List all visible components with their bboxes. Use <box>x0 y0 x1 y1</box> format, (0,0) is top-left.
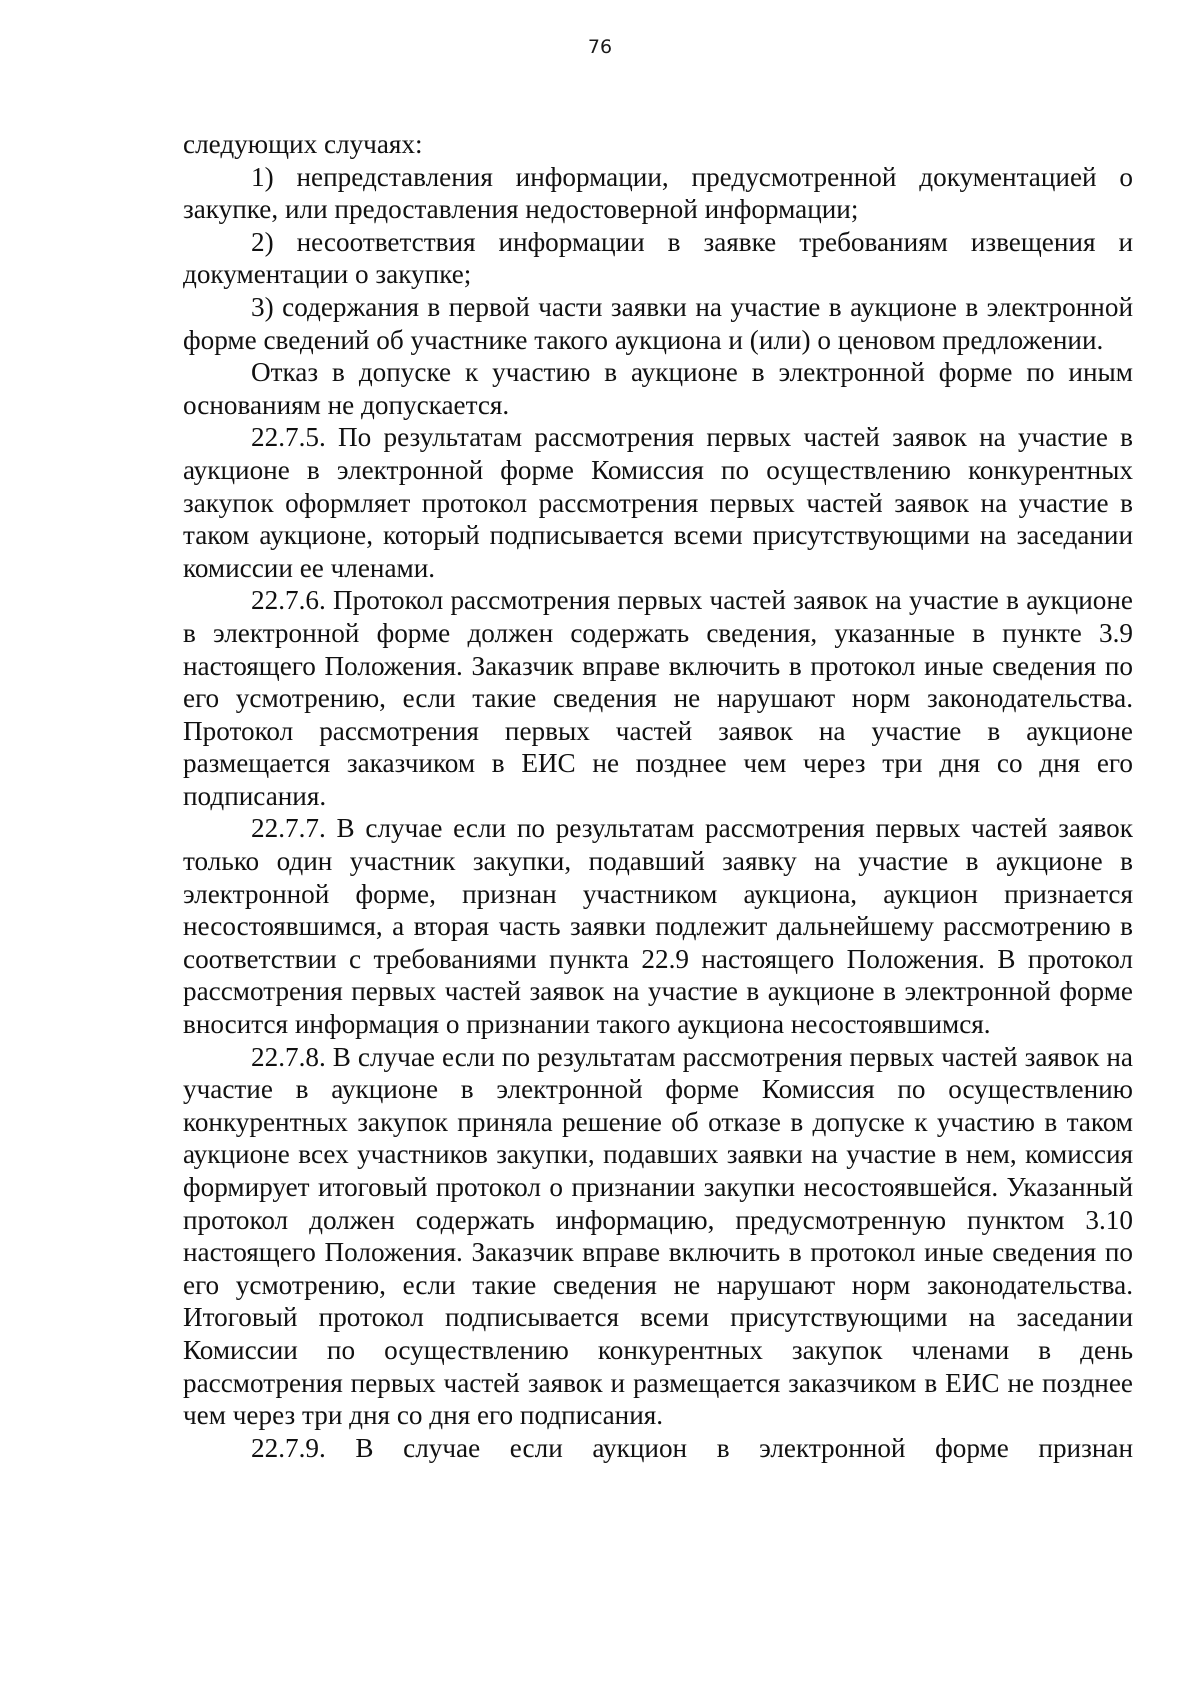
paragraph-22-7-5: 22.7.5. По результатам рассмотрения первых частей заявок на участие в аукционе в электронной форме Комиссия по осуществлению конкурентных закупок оформляет протокол рассмотрения первых частей заявок на участие в таком аукционе, который подписывается всеми присутствующими на заседании комиссии ее членами. <box>183 422 1133 583</box>
paragraph-22-7-7: 22.7.7. В случае если по результатам рассмотрения первых частей заявок только один участник закупки, подавший заявку на участие в аукционе в электронной форме, признан участником аукциона, аукцион признается несостоявшимся, а вторая часть заявки подлежит дальнейшему рассмотрению в соответствии с требованиями пункта 22.9 настоящего Положения. В протокол рассмотрения первых частей заявок на участие в аукционе в электронной форме вносится информация о признании такого аукциона несостоявшимся. <box>183 813 1133 1040</box>
paragraph-22-7-6: 22.7.6. Протокол рассмотрения первых частей заявок на участие в аукционе в электронной форме должен содержать сведения, указанные в пункте 3.9 настоящего Положения. Заказчик вправе включить в протокол иные сведения по его усмотрению, если такие сведения не нарушают норм законодательства. Протокол рассмотрения первых частей заявок на участие в аукционе размещается заказчиком в ЕИС не позднее чем через три дня со дня его подписания. <box>183 585 1133 811</box>
paragraph-item-1: 1) непредставления информации, предусмотренной документацией о закупке, или предоставления недостоверной информации; <box>183 161 1133 225</box>
page-number: 76 <box>587 36 613 58</box>
paragraph-22-7-9: 22.7.9. В случае если аукцион в электронной форме признан <box>251 1432 1133 1463</box>
document-body <box>183 128 1133 1464</box>
paragraph-22-7-8: 22.7.8. В случае если по результатам рассмотрения первых частей заявок на участие в аукционе в электронной форме Комиссия по осуществлению конкурентных закупок приняла решение об отказе в допуске к участию в таком аукционе всех участников закупки, подавших заявки на участие в нем, комиссия формирует итоговый протокол о признании закупки несостоявшейся. Указанный протокол должен содержать информацию, предусмотренную пунктом 3.10 настоящего Положения. Заказчик вправе включить в протокол иные сведения по его усмотрению, если такие сведения не нарушают норм законодательства. Итоговый протокол подписывается всеми присутствующими на заседании Комиссии по осуществлению конкурентных закупок членами в день рассмотрения первых частей заявок и размещается заказчиком в ЕИС не позднее чем через три дня со дня его подписания. <box>183 1041 1133 1431</box>
paragraph-item-3: 3) содержания в первой части заявки на участие в аукционе в электронной форме сведений об участнике такого аукциона и (или) о ценовом предложении. <box>183 291 1133 355</box>
paragraph-intro: следующих случаях: <box>183 129 423 159</box>
paragraph-item-2: 2) несоответствия информации в заявке требованиям извещения и документации о закупке; <box>183 226 1133 290</box>
paragraph-refusal: Отказ в допуске к участию в аукционе в электронной форме по иным основаниям не допускается. <box>183 357 1133 420</box>
